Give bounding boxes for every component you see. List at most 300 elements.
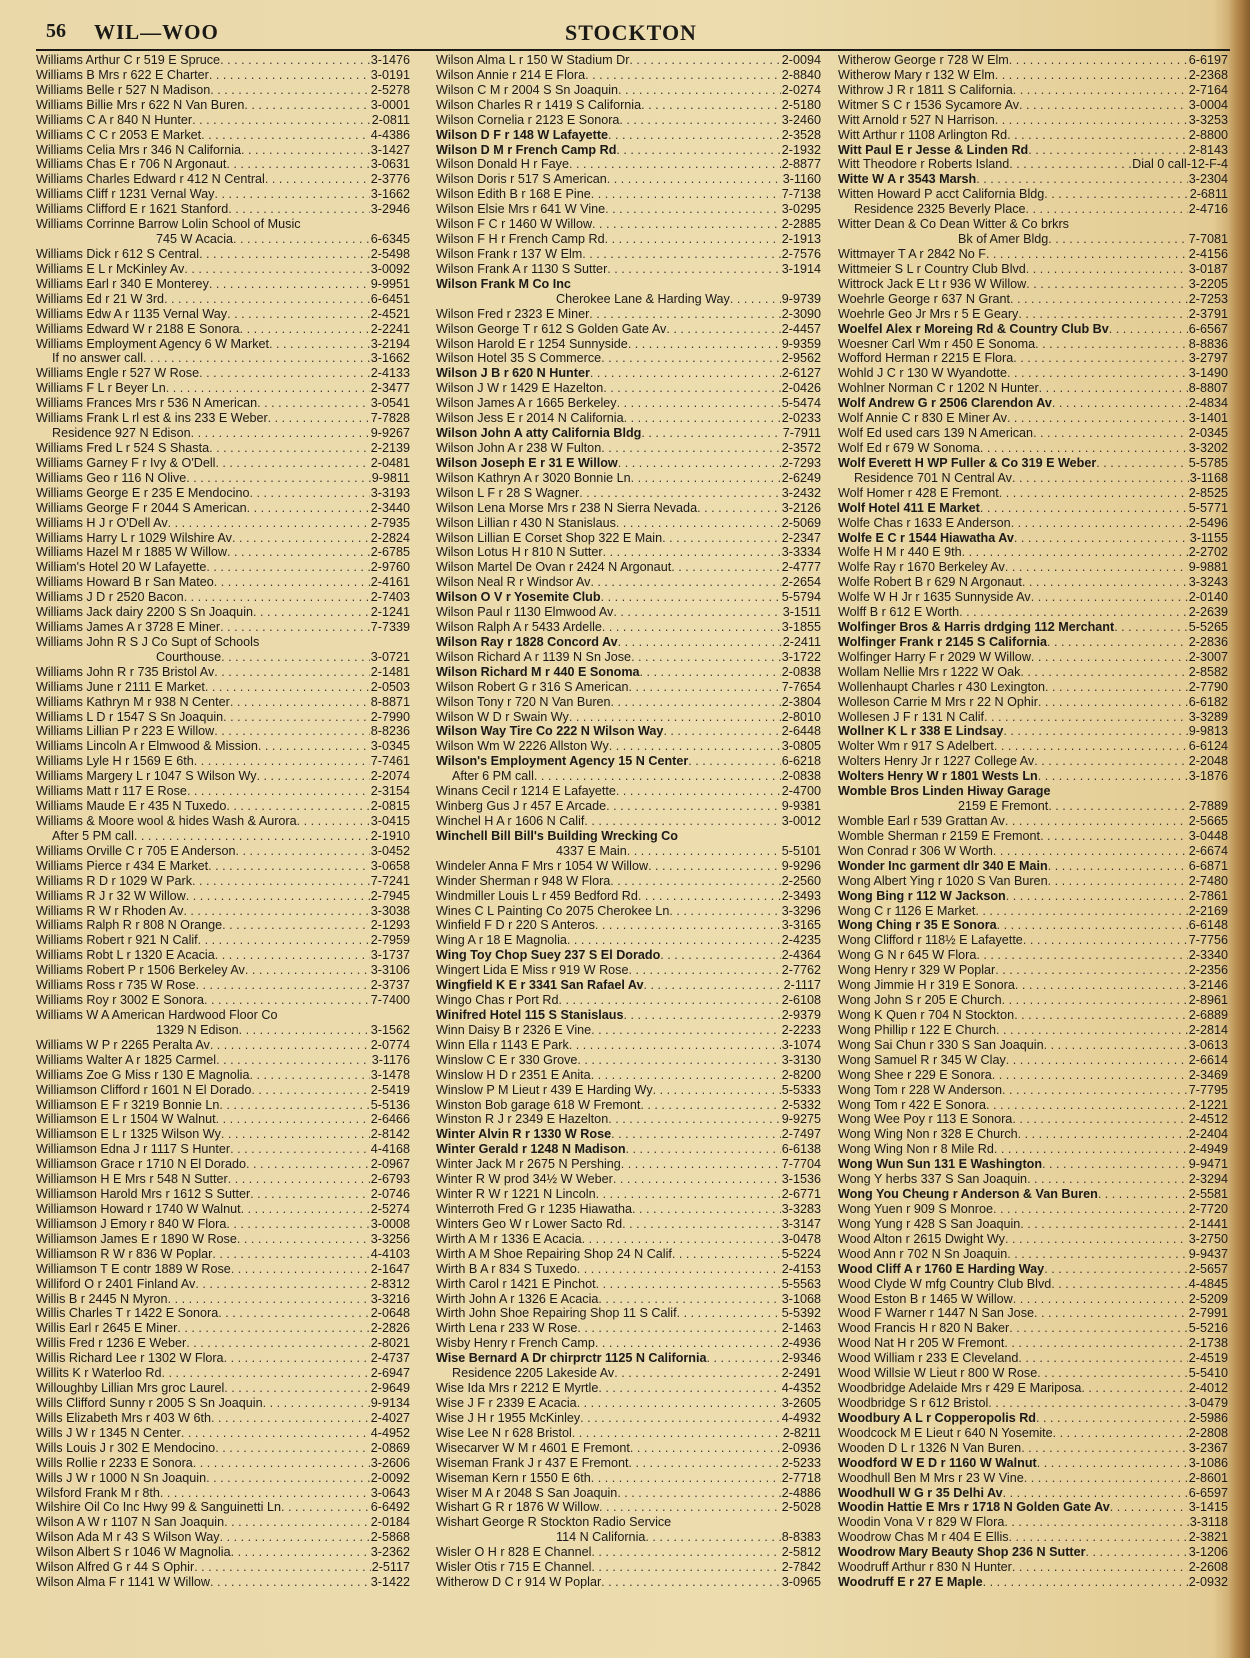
listing-entry [36, 859, 410, 874]
listing-name: Winter Gerald r 1248 N Madison [436, 1142, 626, 1157]
listing-name: Wong Yung r 428 S San Joaquin [838, 1216, 1021, 1231]
listing-name: Williams Corrinne Barrow Lolin School of Music [36, 217, 301, 232]
listing-entry [436, 978, 821, 993]
listing-entry [36, 560, 410, 575]
phone-number: 3-0613 [1188, 1037, 1228, 1052]
dot-leader [1027, 1172, 1188, 1187]
phone-number: 2-6108 [781, 993, 821, 1008]
listing-entry [436, 1202, 821, 1217]
dot-leader [1085, 1545, 1187, 1560]
phone-number: 2-8582 [1188, 664, 1228, 679]
listing-name: Witt Arnold r 527 N Harrison [838, 112, 995, 127]
phone-number: 2-2560 [781, 873, 821, 888]
dot-leader [209, 441, 370, 456]
listing-entry [838, 232, 1228, 247]
phone-number: 3-1737 [370, 948, 410, 963]
dot-leader [1048, 859, 1188, 874]
phone-number: 3-1422 [370, 1575, 410, 1590]
listing-name: Williams W A American Hardwood Floor Co [36, 1008, 278, 1022]
phone-number: 8-8236 [370, 724, 410, 739]
listing-name: Williams Robert P r 1506 Berkeley Av [36, 963, 245, 978]
listing-entry [436, 754, 821, 769]
listing-name: Wilson Lotus H r 810 N Sutter [436, 545, 603, 560]
listing-entry [838, 1292, 1228, 1307]
listing-name: Wilson Hotel 35 S Commerce [436, 351, 602, 366]
listing-name: Williams Garney F r Ivy & O'Dell [36, 455, 216, 470]
listing-entry [436, 874, 821, 889]
listing-name: Wood Alton r 2615 Dwight Wy [838, 1231, 1005, 1246]
listing-entry [838, 1172, 1228, 1187]
listing-entry [436, 1426, 821, 1441]
dot-leader [983, 1575, 1188, 1590]
dot-leader [1026, 277, 1188, 292]
phone-number: 2-7253 [1188, 291, 1228, 306]
dot-leader [187, 784, 370, 799]
listing-name: Wilson Alma F r 1141 W Willow [36, 1575, 211, 1590]
listing-name: Wong Clifford r 118½ E Lafayette [838, 933, 1023, 948]
listing-entry [436, 187, 821, 202]
listing-entry [36, 501, 410, 516]
listing-name: Wisby Henry r French Camp [436, 1336, 595, 1351]
listing-name: Womble Sherman r 2159 E Fremont [838, 828, 1041, 843]
listing-name: Wollenhaupt Charles r 430 Lexington [838, 679, 1045, 694]
phone-number: 3-3118 [1189, 1515, 1228, 1530]
phone-number: 2-2654 [781, 575, 821, 590]
listing-name: Winfield F D r 220 S Anteros [436, 918, 595, 933]
listing-entry [838, 754, 1228, 769]
phone-number: 2-2074 [370, 769, 410, 784]
dot-leader [603, 381, 781, 396]
phone-number: 2-7720 [1188, 1201, 1228, 1216]
dot-leader [677, 1306, 781, 1321]
dot-leader [1048, 799, 1187, 814]
listing-entry [436, 784, 821, 799]
listing-entry [436, 635, 821, 650]
dot-leader [608, 1112, 781, 1127]
listing-entry [36, 456, 410, 471]
listing-name: Witt Arthur r 1108 Arlington Rd [838, 127, 1008, 142]
listing-entry [36, 68, 410, 83]
listing-entry [838, 799, 1228, 814]
listing-entry [36, 426, 410, 441]
listing-column-1 [36, 53, 410, 1590]
listing-name: Williamson E L r 1504 W Walnut [36, 1112, 216, 1127]
listing-name: Williams June r 2111 E Market [36, 679, 205, 694]
phone-number: 3-3130 [781, 1052, 821, 1067]
dot-leader [257, 396, 370, 411]
phone-number: 2-6448 [781, 724, 821, 739]
listing-name: Williams Charles Edward r 412 N Central [36, 172, 265, 187]
phone-number: 5-5410 [1188, 1366, 1228, 1381]
listing-name: Wilson F C r 1460 W Willow [436, 217, 593, 232]
phone-number: 2-3477 [370, 381, 410, 396]
listing-entry [838, 560, 1228, 575]
listing-entry [36, 665, 410, 680]
listing-name: Williams R D r 1029 W Park [36, 873, 193, 888]
listing-entry [436, 98, 821, 113]
dot-leader [269, 337, 370, 352]
dot-leader [268, 411, 370, 426]
listing-entry [436, 1530, 821, 1545]
phone-number: 3-0001 [370, 97, 410, 112]
phone-number: 2-3154 [370, 784, 410, 799]
listing-name: Williamson H E Mrs r 548 N Sutter [36, 1172, 228, 1187]
listing-entry [838, 1008, 1228, 1023]
listing-name: Wilshire Oil Co Inc Hwy 99 & Sanguinetti Ln [36, 1500, 281, 1515]
dot-leader [215, 456, 369, 471]
listing-entry [838, 1426, 1228, 1441]
listing-entry [436, 665, 821, 680]
listing-name: Wolf Ed r 679 W Sonoma [838, 440, 980, 455]
listing-entry [36, 1157, 410, 1172]
listing-name: Windmiller Louis L r 459 Bedford Rd [436, 888, 638, 903]
listing-entry [838, 1471, 1228, 1486]
listing-entry [838, 366, 1228, 381]
listing-name: Wirth A M Shoe Repairing Shop 24 N Calif [436, 1246, 672, 1261]
listing-entry [36, 710, 410, 725]
dot-leader [582, 247, 781, 262]
listing-entry [436, 1277, 821, 1292]
dot-leader [1007, 411, 1188, 426]
dot-leader [592, 217, 781, 232]
dot-leader [611, 1127, 781, 1142]
dot-leader [996, 1023, 1188, 1038]
listing-name: Wines C L Painting Co 2075 Cherokee Ln [436, 903, 670, 918]
listing-name: 2159 E Fremont [958, 799, 1049, 814]
listing-entry [36, 411, 410, 426]
phone-number: 2-3007 [1188, 649, 1228, 664]
listing-entry [838, 471, 1228, 486]
phone-number: 2-0503 [370, 679, 410, 694]
listing-name: Wirth John Shoe Repairing Shop 11 S Calif [436, 1306, 677, 1321]
dot-leader [628, 337, 781, 352]
phone-number: 4-4103 [370, 1246, 410, 1261]
dot-leader [224, 1381, 369, 1396]
listing-name: Wisler O H r 828 E Channel [436, 1545, 592, 1560]
dot-leader [1010, 292, 1188, 307]
listing-entry [36, 1053, 410, 1068]
listing-name: Wilson Ada M r 43 S Wilson Way [36, 1530, 220, 1545]
dot-leader [1036, 1411, 1188, 1426]
phone-number: 2-2241 [370, 321, 410, 336]
listing-name: Williams B Mrs r 622 E Charter [36, 67, 209, 82]
dot-leader [239, 1023, 370, 1038]
listing-name: Wilson Frank M Co Inc [436, 276, 571, 291]
dot-leader [1009, 1321, 1188, 1336]
listing-name: Wiser M A r 2048 S San Joaquin [436, 1485, 618, 1500]
listing-entry [436, 1411, 821, 1426]
listing-name: Wilson Neal R r Windsor Av [436, 575, 591, 590]
listing-entry [838, 337, 1228, 352]
dot-leader [214, 575, 370, 590]
phone-number: 8-8871 [370, 694, 410, 709]
listing-entry [838, 1575, 1228, 1590]
listing-name: Willis B r 2445 N Myron [36, 1291, 168, 1306]
listing-entry [838, 1232, 1228, 1247]
listing-entry [436, 202, 821, 217]
phone-number: 3-1206 [1188, 1545, 1228, 1560]
listing-entry [36, 769, 410, 784]
dot-leader [590, 366, 781, 381]
phone-number: 6-6124 [1188, 739, 1228, 754]
listing-entry [436, 1127, 821, 1142]
listing-name: Woodruff E r 27 E Maple [838, 1575, 983, 1590]
dot-leader [134, 829, 370, 844]
phone-number: 7-7461 [370, 754, 410, 769]
dot-leader [1110, 1500, 1188, 1515]
listing-entry [838, 665, 1228, 680]
listing-name: Williams Orville C r 705 E Anderson [36, 843, 236, 858]
dot-leader [993, 844, 1188, 859]
phone-number: 3-3106 [370, 963, 410, 978]
listing-name: Wolfe Ray r 1670 Berkeley Av [838, 560, 1005, 575]
listing-name: Wilson J W r 1429 E Hazelton [436, 381, 604, 396]
dot-leader [1004, 1336, 1187, 1351]
listing-name: Wong Samuel R r 345 W Clay [838, 1052, 1006, 1067]
dot-leader [730, 292, 781, 307]
dot-leader [1019, 98, 1188, 113]
listing-entry [36, 351, 410, 366]
listing-entry [436, 1292, 821, 1307]
dot-leader [249, 1068, 369, 1083]
listing-entry [36, 1262, 410, 1277]
listing-entry [838, 128, 1228, 143]
listing-entry [838, 695, 1228, 710]
dot-leader [1006, 889, 1188, 904]
listing-entry [838, 769, 1228, 784]
dot-leader [591, 1471, 781, 1486]
listing-name: Wilson Lena Morse Mrs r 238 N Sierra Nevada [436, 500, 698, 515]
dot-leader [222, 918, 370, 933]
listing-name: Woodrow Mary Beauty Shop 236 N Sutter [838, 1545, 1086, 1560]
phone-number: 3-0805 [781, 739, 821, 754]
phone-number: 7-7756 [1188, 933, 1228, 948]
dot-leader [1002, 1083, 1188, 1098]
listing-entry [36, 1471, 410, 1486]
phone-number: 3-1086 [1188, 1455, 1228, 1470]
listing-name: Wolf Hotel 411 E Market [838, 500, 980, 515]
phone-number: 2-3821 [1188, 1530, 1228, 1545]
phone-number: 2-4949 [1188, 1142, 1228, 1157]
listing-name: Wolf Ed used cars 139 N American [838, 426, 1034, 441]
phone-number: 3-0479 [1188, 1395, 1228, 1410]
listing-entry [838, 650, 1228, 665]
listing-name: Wilson Alma L r 150 W Stadium Dr [436, 53, 630, 67]
listing-name: Wolf Andrew G r 2506 Clarendon Av [838, 396, 1052, 411]
phone-number: Dial 0 call-12-F-4 [1132, 157, 1228, 172]
dot-leader [1035, 337, 1188, 352]
listing-entry [36, 366, 410, 381]
phone-number: 2-4716 [1188, 202, 1228, 217]
dot-leader [210, 1038, 370, 1053]
listing-entry [436, 217, 821, 232]
phone-number: 2-8211 [782, 1425, 821, 1440]
listing-name: Wong Y herbs 337 S San Joaquin [838, 1172, 1028, 1187]
phone-number: 2-1932 [781, 142, 821, 157]
listing-entry [36, 1515, 410, 1530]
listing-entry [436, 68, 821, 83]
listing-name: Winn Daisy B r 2326 E Vine [436, 1022, 592, 1037]
listing-name: Winslow H D r 2351 E Anita [436, 1067, 591, 1082]
listing-entry [838, 710, 1228, 725]
listing-entry [36, 128, 410, 143]
listing-name: Williams Howard B r San Mateo [36, 575, 214, 590]
dot-leader [250, 486, 370, 501]
listing-entry [36, 232, 410, 247]
phone-number: 2-3340 [1188, 948, 1228, 963]
listing-entry [436, 590, 821, 605]
listing-entry [436, 441, 821, 456]
phone-number: 2-8877 [781, 157, 821, 172]
listing-entry [838, 978, 1228, 993]
phone-number: 9-9296 [781, 858, 821, 873]
dot-leader [183, 904, 369, 919]
listing-entry [436, 1321, 821, 1336]
phone-number: 2-0746 [370, 1187, 410, 1202]
listing-name: Wong Tom r 228 W Anderson [838, 1082, 1003, 1097]
listing-name: Winans Cecil r 1214 E Lafayette [436, 784, 616, 799]
listing-name: Witherow Mary r 132 W Elm [838, 67, 995, 82]
listing-entry [838, 98, 1228, 113]
dot-leader [605, 202, 781, 217]
listing-name: Witmer S C r 1536 Sycamore Av [838, 97, 1020, 112]
dot-leader [613, 1172, 781, 1187]
phone-number: 2-8961 [1188, 993, 1228, 1008]
phone-number: 8-8807 [1188, 381, 1228, 396]
listing-name: After 6 PM call [452, 769, 534, 784]
listing-entry [838, 1441, 1228, 1456]
dot-leader [1013, 1292, 1188, 1307]
listing-entry [436, 396, 821, 411]
dot-leader [162, 1366, 370, 1381]
dot-leader [585, 68, 781, 83]
listing-entry [436, 948, 821, 963]
dot-leader [168, 516, 370, 531]
phone-number: 5-5101 [781, 843, 821, 858]
listing-name: Wilson F H r French Camp Rd [436, 232, 605, 247]
dot-leader [1051, 1277, 1188, 1292]
phone-number: 6-6597 [1188, 1485, 1228, 1500]
listing-name: Williams Dick r 612 S Central [36, 246, 200, 261]
phone-number: 2-7990 [370, 709, 410, 724]
phone-number: 3-0643 [370, 1485, 410, 1500]
listing-entry [436, 724, 821, 739]
dot-leader [660, 948, 781, 963]
listing-name: Williamson Howard r 1740 W Walnut [36, 1201, 241, 1216]
dot-leader [1034, 754, 1188, 769]
dot-leader [218, 1306, 370, 1321]
listing-entry [838, 441, 1228, 456]
dot-leader [959, 605, 1188, 620]
phone-number: 3-2460 [781, 112, 821, 127]
listing-name: Wolf Annie C r 830 E Miner Av [838, 411, 1007, 426]
listing-entry [36, 1486, 410, 1501]
listing-entry [36, 1426, 410, 1441]
listing-name: Winslow P M Lieut r 439 E Harding Wy [436, 1082, 653, 1097]
dot-leader [1044, 1262, 1188, 1277]
listing-entry [36, 1292, 410, 1307]
listing-name: Williams & Moore wool & hides Wash & Aurora [36, 814, 297, 829]
listing-name: Wingfield K E r 3341 San Rafael Av [436, 978, 644, 993]
listing-name: Wilson D F r 148 W Lafayette [436, 127, 609, 142]
listing-entry [36, 441, 410, 456]
listing-entry [838, 859, 1228, 874]
phone-number: 9-9881 [1188, 560, 1228, 575]
dot-leader [196, 978, 370, 993]
phone-number: 2-5117 [371, 1560, 410, 1575]
phone-number: 2-6793 [370, 1172, 410, 1187]
dot-leader [582, 1232, 781, 1247]
phone-number: 5-5333 [781, 1082, 821, 1097]
dot-leader [616, 784, 781, 799]
listing-entry [838, 933, 1228, 948]
listing-entry [436, 1396, 821, 1411]
dot-leader [194, 1560, 371, 1575]
listing-entry [436, 1083, 821, 1098]
listing-entry [436, 545, 821, 560]
listing-name: Wolters Henry W r 1801 Wests Ln [838, 769, 1038, 784]
phone-number: 5-5563 [781, 1276, 821, 1291]
listing-name: Woehrle Geo Jr Mrs r 5 E Geary [838, 306, 1019, 321]
dot-leader [631, 650, 781, 665]
dot-leader [1012, 471, 1189, 486]
listing-entry [838, 1038, 1228, 1053]
phone-number: 2-4886 [781, 1485, 821, 1500]
phone-number: 3-0008 [370, 1216, 410, 1231]
phone-number: 3-0965 [781, 1575, 821, 1590]
phone-number: 2-2885 [781, 217, 821, 232]
listing-name: Williams Lincoln A r Elmwood & Mission [36, 739, 258, 754]
listing-name: Wilson Ralph A r 5433 Ardelle [436, 620, 602, 635]
listing-name: Winter R W r 1221 N Lincoln [436, 1187, 596, 1202]
listing-name: Wolters Henry Jr r 1227 College Av [838, 754, 1035, 769]
dot-leader [986, 1098, 1188, 1113]
listing-entry [838, 1530, 1228, 1545]
dot-leader [186, 471, 370, 486]
listing-name: Won Conrad r 306 W Worth [838, 843, 993, 858]
listing-name: Wilson Doris r 517 S American [436, 172, 607, 187]
listing-name: Wise J H r 1955 McKinley [436, 1410, 581, 1425]
dot-leader [232, 531, 370, 546]
listing-name: Woodin Vona V r 829 W Flora [838, 1515, 1005, 1530]
phone-number: 3-2304 [1188, 172, 1228, 187]
phone-number: 2-1441 [1188, 1216, 1228, 1231]
dot-leader [631, 471, 781, 486]
listing-entry [36, 1112, 410, 1127]
listing-entry [36, 396, 410, 411]
listing-entry [436, 918, 821, 933]
phone-number: 2-0092 [370, 1470, 410, 1485]
listing-name: Wirth John A r 1326 E Acacia [436, 1291, 599, 1306]
dot-leader [628, 1456, 780, 1471]
dot-leader [595, 918, 781, 933]
listing-entry [838, 1560, 1228, 1575]
page-header [36, 18, 1226, 52]
listing-name: Wilson Charles R r 1419 S California [436, 97, 642, 112]
listing-name: Wise Lee N r 628 Bristol [436, 1425, 572, 1440]
phone-number: 9-9275 [781, 1112, 821, 1127]
dot-leader [669, 904, 780, 919]
dot-leader [591, 187, 781, 202]
listing-entry [36, 963, 410, 978]
phone-number: 2-6249 [781, 470, 821, 485]
phone-number: 6-6197 [1188, 53, 1228, 67]
phone-number: 2-0932 [1188, 1575, 1228, 1590]
listing-entry [838, 68, 1228, 83]
phone-number: 2-6466 [370, 1112, 410, 1127]
phone-number: 2-5657 [1188, 1261, 1228, 1276]
dot-leader [1031, 650, 1188, 665]
